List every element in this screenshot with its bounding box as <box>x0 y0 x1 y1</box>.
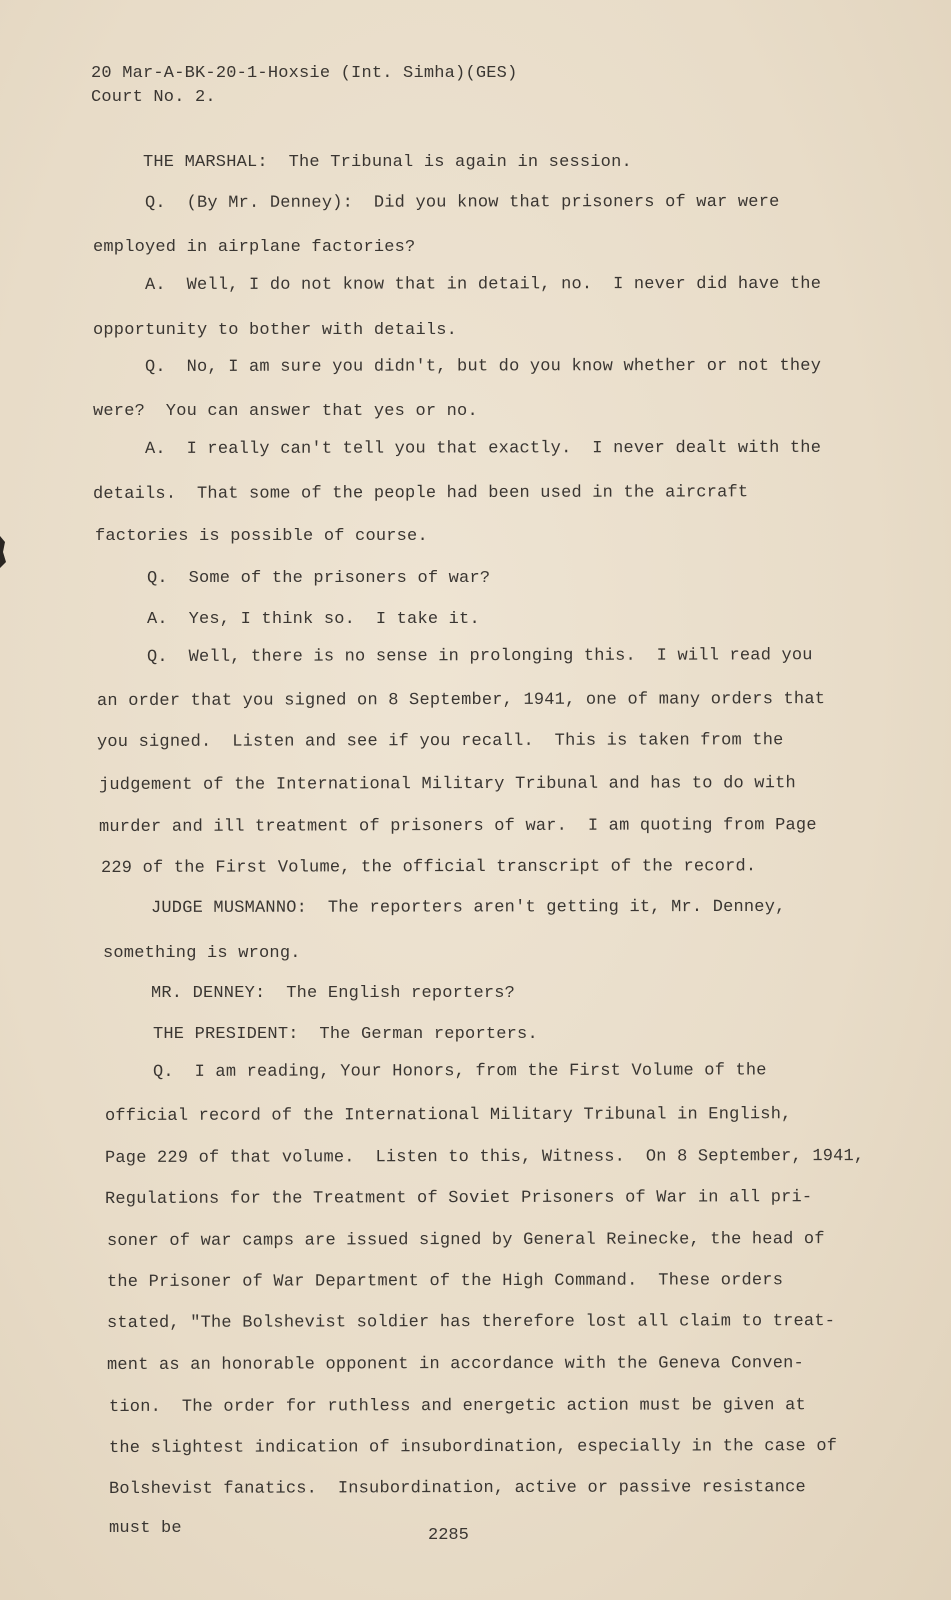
binding-mark <box>0 532 8 572</box>
body-line: opportunity to bother with details. <box>93 321 458 340</box>
body-line: employed in airplane factories? <box>93 238 416 257</box>
body-line: Q. I am reading, Your Honors, from the First Volume of the <box>152 1061 767 1082</box>
body-line: must be <box>109 1519 182 1538</box>
header-line-1: 20 Mar-A-BK-20-1-Hoxsie (Int. Simha)(GES) <box>91 64 518 83</box>
body-line: A. Yes, I think so. I take it. <box>147 610 480 629</box>
body-line: an order that you signed on 8 September, 1941, one of many orders that <box>96 690 826 711</box>
body-line: the slightest indication of insubordination, especially in the case of <box>108 1437 838 1458</box>
body-line: MR. DENNEY: The English reporters? <box>151 984 516 1003</box>
body-line: official record of the International Military Tribunal in English, <box>104 1105 792 1126</box>
body-line: tion. The order for ruthless and energetic action must be given at <box>108 1396 806 1417</box>
body-line: Regulations for the Treatment of Soviet Prisoners of War in all pri- <box>104 1188 813 1209</box>
body-line: JUDGE MUSMANNO: The reporters aren't getting it, Mr. Denney, <box>150 897 786 918</box>
body-line: something is wrong. <box>103 944 301 963</box>
body-line: THE PRESIDENT: The German reporters. <box>153 1025 538 1044</box>
body-line: the Prisoner of War Department of the High Command. These orders <box>106 1271 784 1292</box>
page-number: 2285 <box>428 1526 469 1545</box>
body-line: details. That some of the people had been used in the aircraft <box>92 483 749 504</box>
body-line: soner of war camps are issued signed by General Reinecke, the head of <box>106 1230 825 1251</box>
body-line: A. Well, I do not know that in detail, no. I never did have the <box>144 274 822 295</box>
body-line: A. I really can't tell you that exactly. I never dealt with the <box>144 438 822 459</box>
body-line: Q. Some of the prisoners of war? <box>147 569 491 588</box>
body-line: Q. No, I am sure you didn't, but do you know whether or not they <box>144 356 822 377</box>
body-line: stated, "The Bolshevist soldier has therefore lost all claim to treat- <box>106 1312 836 1333</box>
body-line: were? You can answer that yes or no. <box>93 402 478 421</box>
body-line: Page 229 of that volume. Listen to this, Witness. On 8 September, 1941, <box>104 1147 865 1168</box>
body-line: Q. Well, there is no sense in prolonging this. I will read you <box>146 646 813 667</box>
body-line: ment as an honorable opponent in accordance with the Geneva Conven- <box>106 1354 804 1375</box>
body-line: THE MARSHAL: The Tribunal is again in session. <box>143 153 632 172</box>
body-line: Q. (By Mr. Denney): Did you know that prisoners of war were <box>144 192 780 213</box>
header-line-2: Court No. 2. <box>91 88 216 107</box>
body-line: murder and ill treatment of prisoners of war. I am quoting from Page <box>98 816 817 837</box>
body-line: judgement of the International Military Tribunal and has to do with <box>98 774 796 795</box>
body-line: 229 of the First Volume, the official transcript of the record. <box>100 857 757 878</box>
body-line: factories is possible of course. <box>95 527 428 546</box>
body-line: Bolshevist fanatics. Insubordination, active or passive resistance <box>108 1478 806 1499</box>
body-line: you signed. Listen and see if you recall. This is taken from the <box>96 731 784 752</box>
